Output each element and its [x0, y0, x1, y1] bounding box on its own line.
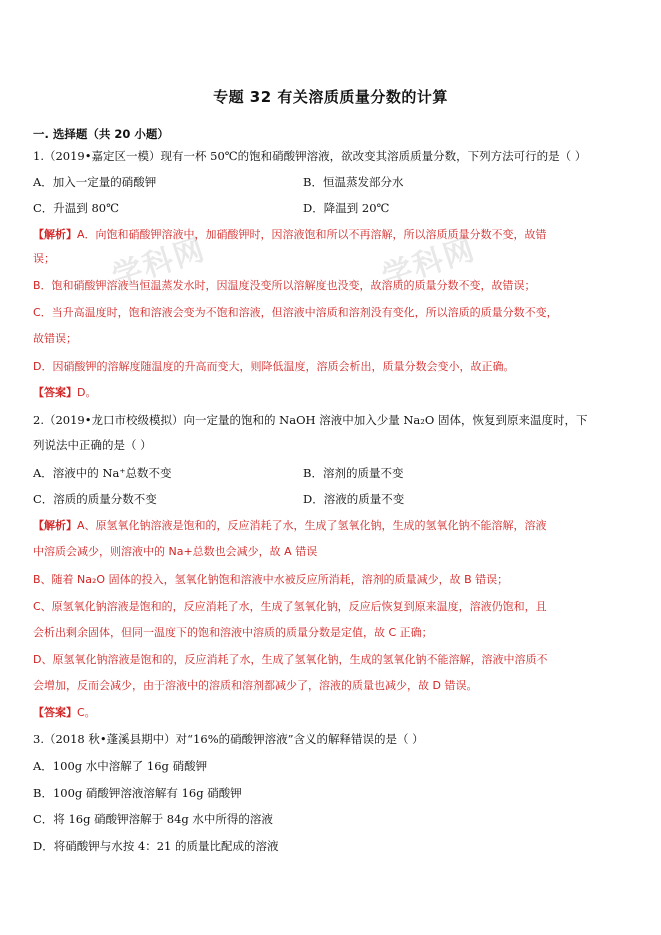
document-title: 专题 32 有关溶质质量分数的计算 [213, 88, 448, 106]
q1-explanation-1b: 误； [33, 252, 55, 265]
q1-answer-value: D。 [77, 386, 97, 399]
q1-explanation-2: B．饱和硝酸钾溶液当恒温蒸发水时，因温度没变所以溶解度也没变，故溶质的质量分数不变，故错误； [33, 279, 536, 292]
section-heading: 一. 选择题（共 20 小题） [33, 127, 169, 141]
q2-explanation-2: B、随着 Na₂O 固体的投入，氢氧化钠饱和溶液中水被反应所消耗，溶剂的质量减少，故 B 错误； [33, 573, 509, 586]
q1-explanation-tag: 【解析】 [33, 228, 77, 241]
q2-explanation-4b: 会增加，反而会减少，由于溶液中的溶质和溶剂都减少了，溶液的质量也减少，故 D 错误。 [33, 679, 478, 692]
q2-explanation-1 [33, 518, 547, 534]
q1-explanation-1 [33, 227, 547, 243]
q3-option-c: C．将 16g 硝酸钾溶解于 84g 水中所得的溶液 [33, 812, 273, 826]
q2-explanation-tag: 【解析】 [33, 519, 77, 532]
q3-option-b: B．100g 硝酸钾溶液溶解有 16g 硝酸钾 [33, 786, 242, 800]
watermark-right: 学科网 [378, 231, 481, 295]
q2-explanation-1b: 中溶质会减少，则溶液中的 Na+总数也会减少，故 A 错误 [33, 545, 318, 558]
q1-stem: 1.（2019•嘉定区一模）现有一杯 50℃的饱和硝酸钾溶液，欲改变其溶质质量分数，下列方法可行的是（ ） [33, 149, 587, 163]
q1-option-a: A．加入一定量的硝酸钾 [33, 175, 157, 189]
q1-option-c: C．升温到 80℃ [33, 201, 119, 215]
q2-option-a: A．溶液中的 Na⁺总数不变 [33, 466, 172, 480]
q2-explanation-text-1: A、原氢氧化钠溶液是饱和的，反应消耗了水，生成了氢氧化钠，生成的氢氧化钠不能溶解，溶液 [77, 519, 547, 532]
q3-option-d: D．将硝酸钾与水按 4：21 的质量比配成的溶液 [33, 839, 279, 853]
q2-explanation-3: C、原氢氧化钠溶液是饱和的，反应消耗了水，生成了氢氧化钠，反应后恢复到原来温度，溶液仍饱和，且 [33, 600, 547, 613]
q2-stem-2: 列说法中正确的是（ ） [33, 438, 152, 452]
q2-explanation-4: D、原氢氧化钠溶液是饱和的，反应消耗了水，生成了氢氧化钠，生成的氢氧化钠不能溶解，溶液中溶质不 [33, 653, 548, 666]
q2-explanation-3b: 会析出剩余固体，但同一温度下的饱和溶液中溶质的质量分数是定值，故 C 正确； [33, 626, 433, 639]
q1-answer-tag: 【答案】 [33, 386, 77, 399]
q3-stem: 3.（2018 秋•蓬溪县期中）对“16%的硝酸钾溶液”含义的解释错误的是（ ） [33, 732, 424, 746]
q1-explanation-3b: 故错误； [33, 332, 77, 345]
q1-explanation-text-1: A．向饱和硝酸钾溶液中，加硝酸钾时，因溶液饱和所以不再溶解，所以溶质质量分数不变，故错 [77, 228, 547, 241]
q2-option-d: D．溶液的质量不变 [303, 492, 405, 506]
q1-answer [33, 385, 96, 401]
q2-option-b: B．溶剂的质量不变 [303, 466, 404, 480]
q2-option-c: C．溶质的质量分数不变 [33, 492, 157, 506]
q2-answer-tag: 【答案】 [33, 706, 77, 719]
q1-explanation-4: D．因硝酸钾的溶解度随温度的升高而变大，则降低温度，溶质会析出，质量分数会变小，故正确。 [33, 360, 515, 373]
q3-option-a: A．100g 水中溶解了 16g 硝酸钾 [33, 759, 208, 773]
watermark-left: 学科网 [108, 231, 211, 295]
q2-stem-1: 2.（2019•龙口市校级模拟）向一定量的饱和的 NaOH 溶液中加入少量 Na₂O 固体，恢复到原来温度时，下 [33, 413, 588, 427]
q2-answer-value: C。 [77, 706, 96, 719]
q2-answer [33, 705, 96, 721]
q1-option-d: D．降温到 20℃ [303, 201, 390, 215]
q1-option-b: B．恒温蒸发部分水 [303, 175, 404, 189]
q1-explanation-3: C．当升高温度时，饱和溶液会变为不饱和溶液，但溶液中溶质和溶剂没有变化，所以溶质的质量分数不变， [33, 306, 558, 319]
